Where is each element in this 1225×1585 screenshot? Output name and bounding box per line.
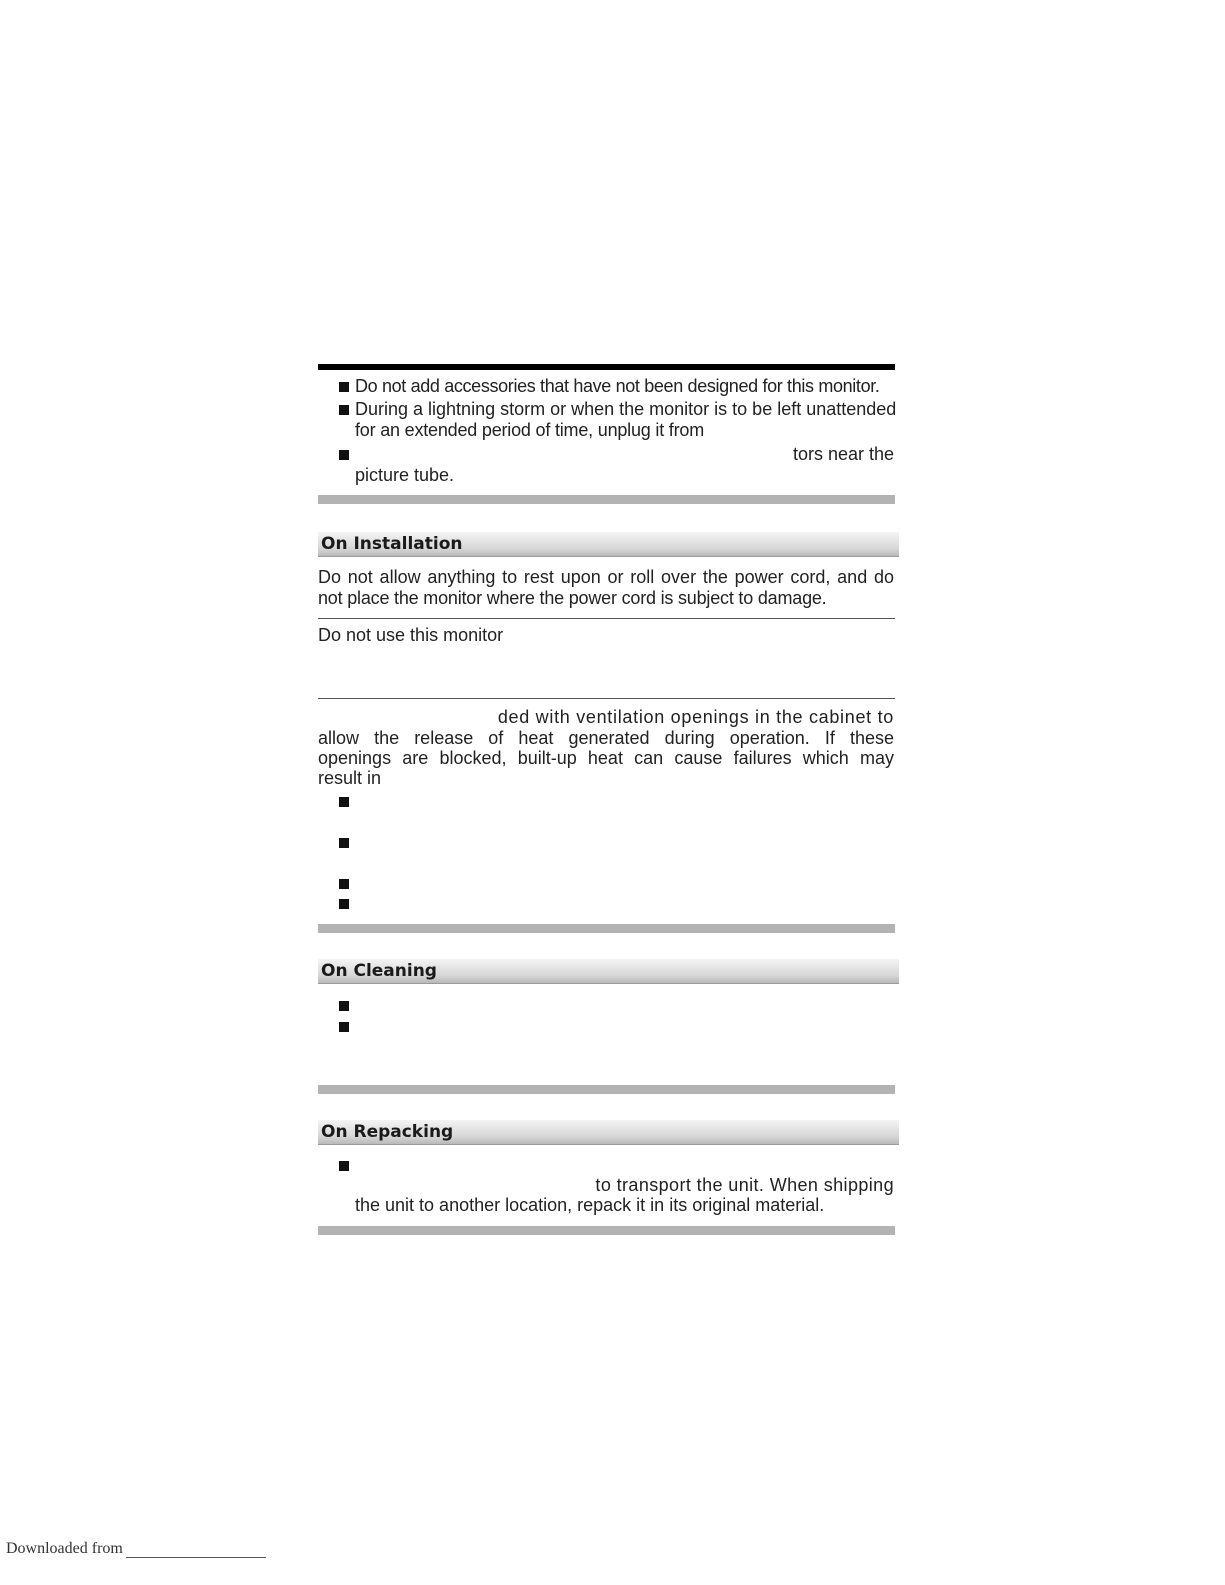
installation-para3-line1: ded with ventilation openings in the cabinet to — [497, 707, 894, 727]
footer-text: Downloaded from — [6, 1540, 123, 1557]
section-divider — [318, 1085, 895, 1094]
repacking-line1: to transport the unit. When shipping — [595, 1175, 894, 1195]
bullet-icon — [339, 1001, 349, 1011]
cleaning-header — [318, 959, 899, 984]
paragraph-divider — [318, 618, 895, 619]
warning-item-lightning-line1: During a lightning storm or when the monitor is to be left unattended — [355, 399, 897, 419]
warning-item-magnets-line2: picture tube. — [355, 465, 455, 485]
bullet-icon — [339, 899, 349, 909]
bullet-icon — [339, 1161, 349, 1171]
bullet-icon — [339, 838, 349, 848]
installation-para1-line1: Do not allow anything to rest upon or roll over the power cord, and do — [318, 567, 894, 587]
installation-heading: On Installation — [321, 534, 463, 554]
section-divider — [318, 1226, 895, 1235]
installation-header — [318, 532, 899, 557]
section-divider — [318, 495, 895, 504]
bullet-icon — [339, 450, 349, 460]
bullet-icon — [339, 1022, 349, 1032]
section-divider — [318, 924, 895, 933]
repacking-header — [318, 1120, 899, 1145]
bullet-icon — [339, 382, 349, 392]
warning-item-accessories: Do not add accessories that have not been designed for this monitor. — [355, 376, 880, 396]
bullet-icon — [339, 797, 349, 807]
footer-link[interactable] — [126, 1557, 266, 1558]
warning-item-magnets-line1: tors near the — [792, 444, 894, 464]
top-rule — [318, 364, 895, 370]
warning-item-lightning-line2: for an extended period of time, unplug it from — [355, 420, 705, 440]
installation-para3-line2: allow the release of heat generated during operation. If these — [318, 728, 894, 748]
bullet-icon — [339, 879, 349, 889]
installation-para1-line2: not place the monitor where the power cord is subject to damage. — [318, 588, 827, 608]
cleaning-heading: On Cleaning — [321, 961, 437, 981]
installation-para2-line1: Do not use this monitor — [318, 625, 504, 645]
paragraph-divider — [318, 698, 895, 699]
repacking-heading: On Repacking — [321, 1122, 454, 1142]
repacking-line2: the unit to another location, repack it in its original material. — [355, 1195, 825, 1215]
installation-para3-line3: openings are blocked, built-up heat can cause failures which may — [318, 748, 894, 768]
bullet-icon — [339, 405, 349, 415]
installation-para3-line4: result in — [318, 768, 382, 788]
